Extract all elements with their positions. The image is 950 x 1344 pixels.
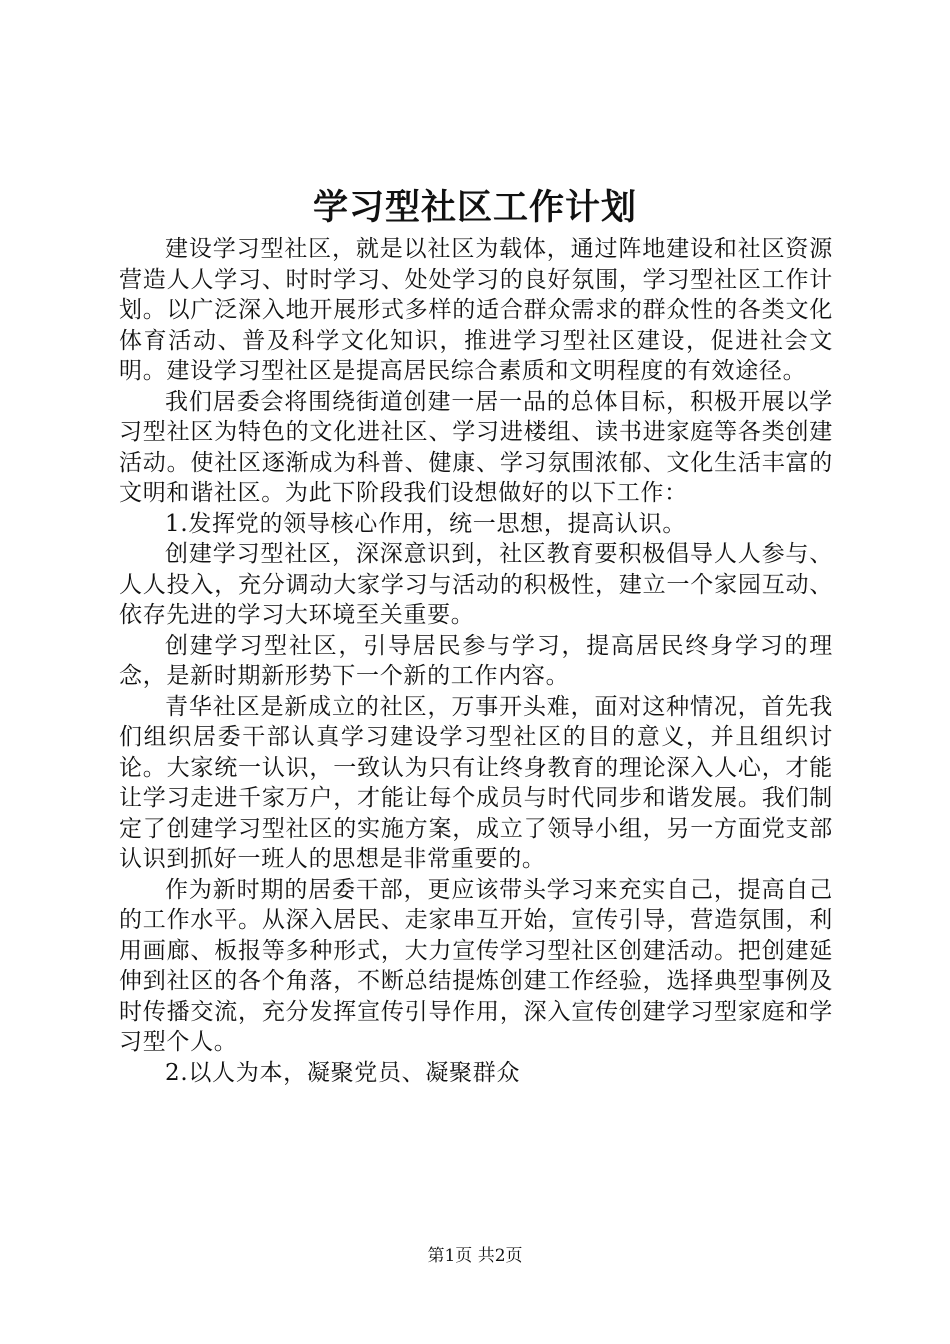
list-heading: 1.发挥党的领导核心作用，统一思想，提高认识。	[165, 510, 687, 537]
paragraph: 创建学习型社区，引导居民参与学习，提高居民终身学习的理念，是新时期新形势下一个新的工作内容。	[119, 632, 833, 689]
page-footer: 第1页 共2页	[427, 1246, 523, 1266]
document-body	[119, 234, 833, 1088]
paragraph: 我们居委会将围绕街道创建一居一品的总体目标，积极开展以学习型社区为特色的文化进社区、学习进楼组、读书进家庭等各类创建活动。使社区逐渐成为科普、健康、学习氛围浓郁、文化生活丰富的文明和谐社区。为此下阶段我们设想做好的以下工作：	[119, 388, 833, 506]
paragraph: 作为新时期的居委干部，更应该带头学习来充实自己，提高自己的工作水平。从深入居民、走家串互开始，宣传引导，营造氛围，利用画廊、板报等多种形式，大力宣传学习型社区创建活动。把创建延伸到社区的各个角落，不断总结提炼创建工作经验，选择典型事例及时传播交流，充分发挥宣传引导作用，深入宣传创建学习型家庭和学习型个人。	[119, 876, 833, 1055]
document-title: 学习型社区工作计划	[312, 187, 637, 228]
paragraph: 青华社区是新成立的社区，万事开头难，面对这种情况，首先我们组织居委干部认真学习建设学习型社区的目的意义，并且组织讨论。大家统一认识，一致认为只有让终身教育的理论深入人心，才能让学习走进千家万户，才能让每个成员与时代同步和谐发展。我们制定了创建学习型社区的实施方案，成立了领导小组，另一方面党支部认识到抓好一班人的思想是非常重要的。	[119, 693, 833, 872]
paragraph: 建设学习型社区，就是以社区为载体，通过阵地建设和社区资源营造人人学习、时时学习、处处学习的良好氛围，学习型社区工作计划。以广泛深入地开展形式多样的适合群众需求的群众性的各类文化体育活动、普及科学文化知识，推进学习型社区建设，促进社会文明。建设学习型社区是提高居民综合素质和文明程度的有效途径。	[119, 236, 833, 384]
paragraph: 创建学习型社区，深深意识到，社区教育要积极倡导人人参与、人人投入，充分调动大家学习与活动的积极性，建立一个家园互动、依存先进的学习大环境至关重要。	[119, 541, 833, 628]
list-heading: 2.以人为本，凝聚党员、凝聚群众	[165, 1059, 521, 1086]
